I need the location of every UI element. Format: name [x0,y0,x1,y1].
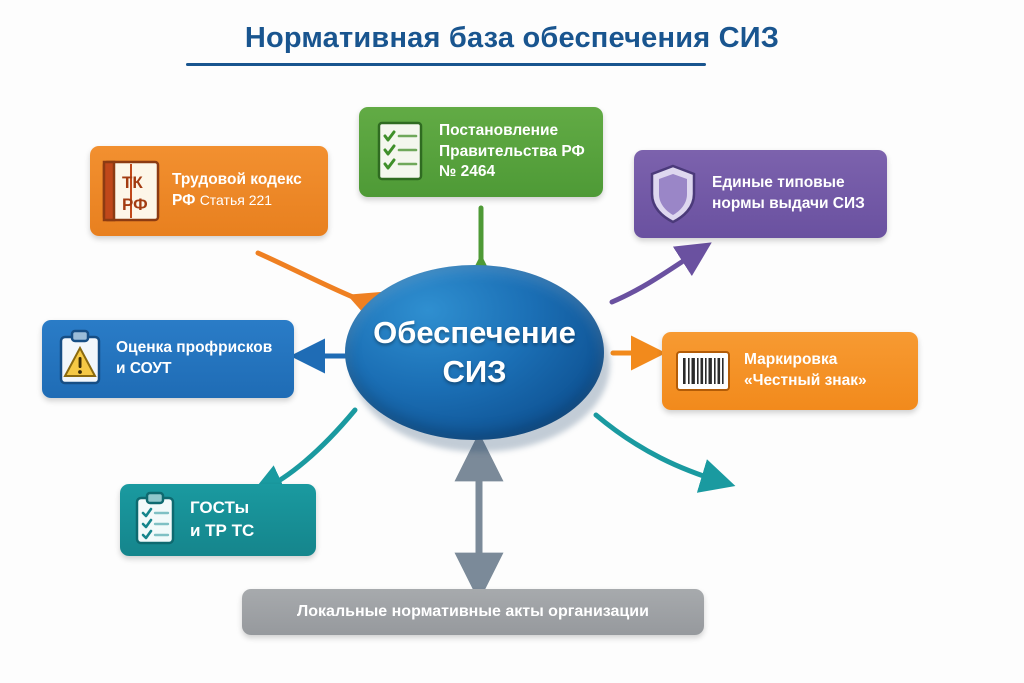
gost-line1: ГОСТы [190,498,250,518]
node-marking-label [744,350,867,392]
node-local-acts[interactable] [242,589,704,635]
page-title: Нормативная база обеспечения СИЗ [244,22,780,54]
marking-line2: «Честный знак» [744,372,867,389]
svg-text:ТК: ТК [122,173,143,192]
norms-line1: Единые типовые [712,174,845,192]
node-government-decree-label [439,121,585,183]
clipboard-check-icon [128,490,182,550]
node-standard-norms-label [712,173,865,215]
node-risk-assessment-label [116,338,272,380]
arrow-center-to-right-lower [596,415,722,482]
central-node[interactable] [345,265,610,450]
central-label-line1: Обеспечение [373,314,576,350]
node-local-acts-label: Локальные нормативные акты организации [297,603,649,621]
decree-line2: Правительства РФ [439,142,585,160]
node-gost-label [190,497,254,543]
norms-line2: нормы выдачи СИЗ [712,195,865,212]
decree-line1: Постановление [439,121,559,139]
node-marking[interactable] [662,332,918,410]
central-node-body [345,265,604,440]
arrow-center-to-gost [262,410,355,490]
node-labor-code-label [172,170,302,212]
node-risk-assessment[interactable] [42,320,294,398]
labor-code-line2: РФ [172,192,196,209]
risk-line1: Оценка профрисков [116,339,273,357]
shield-icon [644,161,702,227]
warning-clipboard-icon [52,328,108,390]
arrow-center-to-norms [612,250,700,302]
central-label-line2: СИЗ [442,353,507,389]
decree-line3: № 2464 [439,163,496,181]
labor-code-article: Статья 221 [199,192,273,208]
labor-code-line1: Трудовой кодекс [172,171,302,189]
book-icon [100,158,162,224]
risk-line2: и СОУТ [116,360,172,377]
node-gost[interactable] [120,484,316,556]
svg-text:РФ: РФ [122,195,148,214]
gost-line2: и ТР ТС [190,521,255,540]
checklist-document-icon [371,119,429,185]
marking-line1: Маркировка [744,351,838,369]
node-government-decree[interactable] [359,107,603,197]
node-labor-code[interactable] [90,146,328,236]
node-standard-norms[interactable] [634,150,887,238]
barcode-icon [672,342,734,400]
